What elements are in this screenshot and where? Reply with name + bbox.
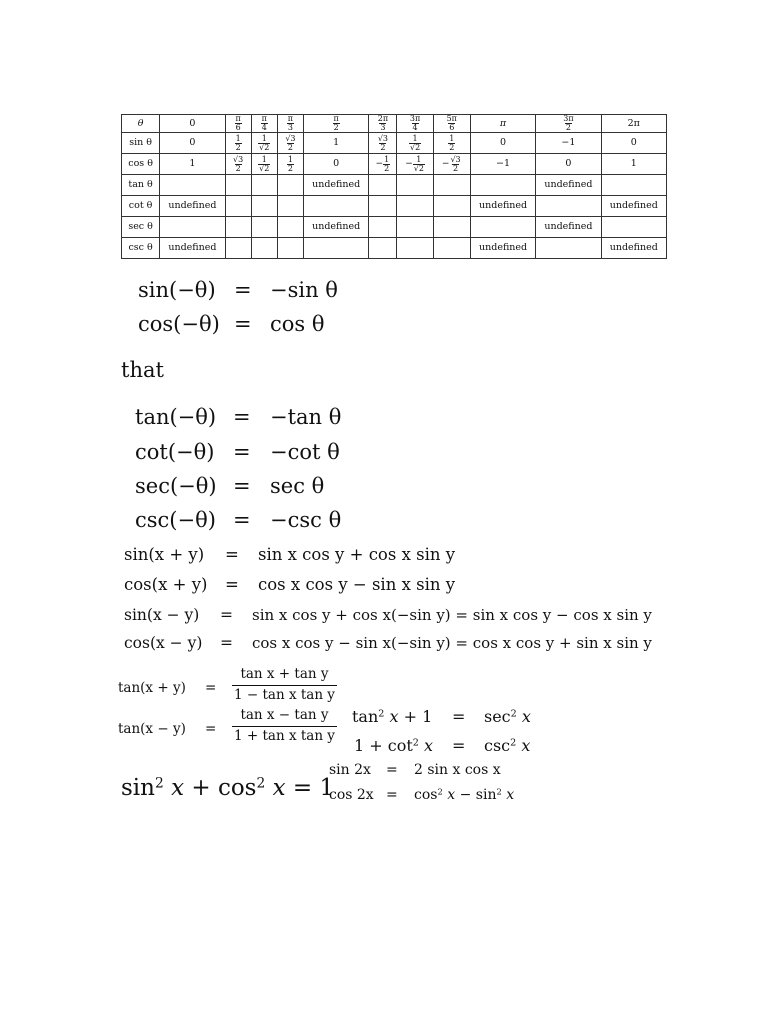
header-cell: 2π bbox=[601, 115, 666, 133]
table-row-csc bbox=[122, 238, 667, 259]
table-cell bbox=[225, 175, 251, 196]
eq-sign: = bbox=[233, 440, 251, 464]
table-cell bbox=[303, 196, 368, 217]
table-row-cos bbox=[122, 154, 667, 175]
table-cell bbox=[536, 196, 601, 217]
eq-sign: = bbox=[233, 474, 251, 498]
table-cell bbox=[277, 175, 303, 196]
eq-lhs: sec(−θ) bbox=[135, 474, 217, 498]
table-cell: 0 bbox=[601, 133, 666, 154]
table-cell bbox=[251, 238, 277, 259]
eq-sign: = bbox=[452, 736, 466, 755]
row-label: cot θ bbox=[122, 196, 160, 217]
header-cell: $\frac{\pi}{4}$ bbox=[251, 115, 277, 133]
table-cell bbox=[536, 238, 601, 259]
eq-rhs: sin x cos y + cos x(−sin y) = sin x cos y − cos x sin y bbox=[252, 606, 652, 624]
table-cell bbox=[433, 238, 470, 259]
fraction-numerator: tan x + tan y bbox=[240, 666, 329, 682]
table-cell: $\frac{√3}{2}$ bbox=[225, 154, 251, 175]
table-header-row bbox=[122, 115, 667, 133]
table-cell bbox=[397, 238, 433, 259]
table-cell: −1 bbox=[470, 154, 535, 175]
table-cell bbox=[277, 217, 303, 238]
table-cell: $\frac{1}{2}$ bbox=[277, 154, 303, 175]
eq-lhs: $1 + \cot^2 x$ bbox=[354, 736, 434, 755]
eq-sign: = bbox=[205, 721, 217, 737]
row-label: sin θ bbox=[122, 133, 160, 154]
eq-lhs: sin(x + y) bbox=[124, 545, 205, 564]
header-cell: $\frac{2\pi}{3}$ bbox=[369, 115, 397, 133]
eq-rhs: $\cos^2 x - \sin^2 x$ bbox=[414, 786, 515, 803]
eq-lhs: tan(x − y) bbox=[118, 721, 186, 737]
eq-sign: = bbox=[234, 312, 252, 336]
table-cell bbox=[369, 175, 397, 196]
eq-lhs: cos(x + y) bbox=[124, 575, 208, 594]
table-cell bbox=[225, 238, 251, 259]
eq-rhs: −sin θ bbox=[270, 278, 338, 302]
table-cell: undefined bbox=[536, 217, 601, 238]
eq-rhs: cos θ bbox=[270, 312, 325, 336]
eq-lhs: cos(x − y) bbox=[124, 634, 203, 652]
eq-rhs: $\sec^2 x$ bbox=[484, 707, 531, 726]
eq-sign: = bbox=[220, 634, 233, 652]
header-cell: 0 bbox=[160, 115, 225, 133]
table-cell: −1 bbox=[536, 133, 601, 154]
table-row-cot bbox=[122, 196, 667, 217]
table-cell: 1 bbox=[601, 154, 666, 175]
eq-rhs: $\csc^2 x$ bbox=[484, 736, 531, 755]
table-row-sin bbox=[122, 133, 667, 154]
row-label: cos θ bbox=[122, 154, 160, 175]
table-cell bbox=[601, 217, 666, 238]
eq-lhs: sin(−θ) bbox=[138, 278, 216, 302]
table-cell bbox=[369, 196, 397, 217]
eq-lhs: $\tan^2 x + 1$ bbox=[352, 707, 433, 726]
table-cell: 1 bbox=[160, 154, 225, 175]
eq-rhs: −cot θ bbox=[270, 440, 340, 464]
trig-values-table bbox=[121, 114, 667, 259]
table-cell bbox=[225, 196, 251, 217]
table-cell bbox=[433, 175, 470, 196]
table-cell: undefined bbox=[601, 238, 666, 259]
table-cell bbox=[601, 175, 666, 196]
row-label: csc θ bbox=[122, 238, 160, 259]
table-cell: − $\frac{1}{2}$ bbox=[369, 154, 397, 175]
eq-rhs: −csc θ bbox=[270, 508, 342, 532]
header-cell: $\frac{5\pi}{6}$ bbox=[433, 115, 470, 133]
eq-sign: = bbox=[386, 762, 398, 778]
table-cell bbox=[470, 175, 535, 196]
table-row-tan bbox=[122, 175, 667, 196]
table-cell bbox=[470, 217, 535, 238]
header-theta: θ bbox=[122, 115, 160, 133]
table-cell: 0 bbox=[303, 154, 368, 175]
table-cell: $\frac{√3}{2}$ bbox=[369, 133, 397, 154]
table-cell: $\frac{1}{2}$ bbox=[433, 133, 470, 154]
table-cell: undefined bbox=[303, 175, 368, 196]
table-cell: − $\frac{√3}{2}$ bbox=[433, 154, 470, 175]
header-cell: $\frac{\pi}{3}$ bbox=[277, 115, 303, 133]
table-cell: undefined bbox=[303, 217, 368, 238]
table-cell bbox=[397, 217, 433, 238]
eq-rhs: sec θ bbox=[270, 474, 325, 498]
table-cell: undefined bbox=[536, 175, 601, 196]
table-cell: undefined bbox=[160, 238, 225, 259]
eq-rhs: 2 sin x cos x bbox=[414, 762, 501, 778]
table-cell bbox=[369, 238, 397, 259]
table-cell bbox=[303, 238, 368, 259]
eq-sign: = bbox=[233, 508, 251, 532]
header-cell: $\frac{3\pi}{4}$ bbox=[397, 115, 433, 133]
eq-lhs: sin(x − y) bbox=[124, 606, 200, 624]
header-cell: π bbox=[470, 115, 535, 133]
table-cell bbox=[225, 217, 251, 238]
text-that: that bbox=[121, 358, 164, 382]
eq-lhs: csc(−θ) bbox=[135, 508, 216, 532]
table-cell bbox=[160, 217, 225, 238]
table-cell: undefined bbox=[470, 238, 535, 259]
fraction-numerator: tan x − tan y bbox=[240, 707, 329, 723]
eq-lhs: cos 2x bbox=[329, 787, 374, 803]
eq-rhs: cos x cos y − sin x sin y bbox=[258, 575, 456, 594]
eq-sign: = bbox=[220, 606, 233, 624]
table-cell: 0 bbox=[536, 154, 601, 175]
table-cell: 0 bbox=[160, 133, 225, 154]
eq-sign: = bbox=[205, 680, 217, 696]
pythagorean-identity: $\sin^2 x + \cos^2 x = 1$ bbox=[121, 775, 335, 801]
table-cell: undefined bbox=[601, 196, 666, 217]
eq-rhs: −tan θ bbox=[270, 405, 342, 429]
eq-lhs: tan(−θ) bbox=[135, 405, 217, 429]
table-cell bbox=[251, 196, 277, 217]
table-cell: − $\frac{1}{√2}$ bbox=[397, 154, 433, 175]
eq-lhs: tan(x + y) bbox=[118, 680, 186, 696]
eq-rhs: cos x cos y − sin x(−sin y) = cos x cos y + sin x sin y bbox=[252, 634, 652, 652]
eq-lhs: cos(−θ) bbox=[138, 312, 220, 336]
eq-sign: = bbox=[225, 575, 239, 594]
fraction-denominator: 1 − tan x tan y bbox=[234, 686, 335, 703]
table-cell: undefined bbox=[470, 196, 535, 217]
table-cell: 1 bbox=[303, 133, 368, 154]
table-cell: undefined bbox=[160, 196, 225, 217]
tan-sum-fraction bbox=[232, 667, 337, 703]
tan-diff-fraction bbox=[232, 708, 337, 744]
table-cell bbox=[433, 196, 470, 217]
table-cell: $\frac{1}{√2}$ bbox=[251, 133, 277, 154]
fraction-denominator: 1 + tan x tan y bbox=[234, 727, 335, 744]
eq-lhs: sin 2x bbox=[329, 762, 371, 778]
table-cell bbox=[251, 217, 277, 238]
table-cell: $\frac{1}{√2}$ bbox=[397, 133, 433, 154]
eq-rhs: sin x cos y + cos x sin y bbox=[258, 545, 456, 564]
table-cell bbox=[160, 175, 225, 196]
eq-sign: = bbox=[233, 405, 251, 429]
eq-sign: = bbox=[452, 707, 466, 726]
table-cell bbox=[397, 175, 433, 196]
table-cell bbox=[397, 196, 433, 217]
table-cell bbox=[277, 196, 303, 217]
eq-sign: = bbox=[386, 787, 398, 803]
table-cell: 0 bbox=[470, 133, 535, 154]
row-label: sec θ bbox=[122, 217, 160, 238]
header-cell: $\frac{3\pi}{2}$ bbox=[536, 115, 601, 133]
table-cell: $\frac{√3}{2}$ bbox=[277, 133, 303, 154]
eq-sign: = bbox=[234, 278, 252, 302]
eq-lhs: cot(−θ) bbox=[135, 440, 215, 464]
table-cell bbox=[433, 217, 470, 238]
table-cell: $\frac{1}{√2}$ bbox=[251, 154, 277, 175]
table-cell: $\frac{1}{2}$ bbox=[225, 133, 251, 154]
table-cell bbox=[251, 175, 277, 196]
header-cell: $\frac{\pi}{2}$ bbox=[303, 115, 368, 133]
header-cell: $\frac{\pi}{6}$ bbox=[225, 115, 251, 133]
row-label: tan θ bbox=[122, 175, 160, 196]
table-cell bbox=[369, 217, 397, 238]
eq-sign: = bbox=[225, 545, 239, 564]
table-row-sec bbox=[122, 217, 667, 238]
table-cell bbox=[277, 238, 303, 259]
